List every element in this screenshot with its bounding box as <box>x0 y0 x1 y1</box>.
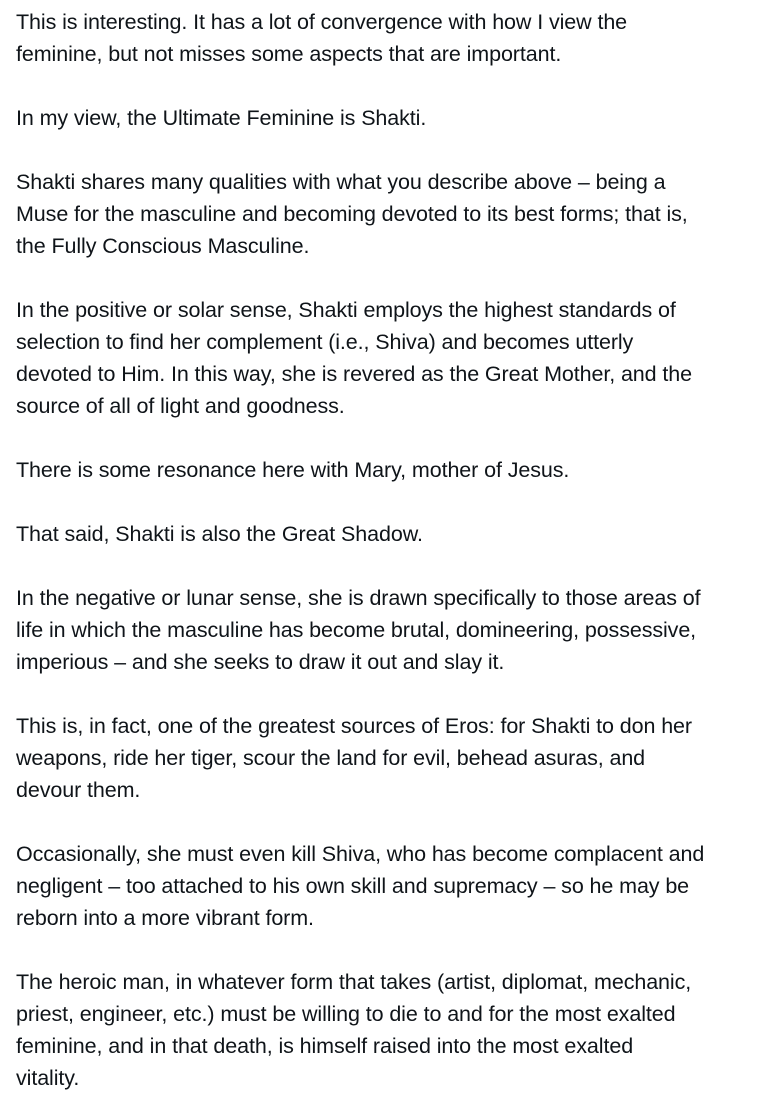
text-line: Shakti shares many qualities with what you describe above – being a <box>16 170 666 194</box>
text-line: source of all of light and goodness. <box>16 394 345 418</box>
text-line: In the positive or solar sense, Shakti employs the highest standards of <box>16 298 676 322</box>
text-line: the Fully Conscious Masculine. <box>16 234 310 258</box>
paragraph-1 <box>16 6 778 70</box>
text-line: weapons, ride her tiger, scour the land for evil, behead asuras, and <box>16 746 646 770</box>
text-line: This is, in fact, one of the greatest sources of Eros: for Shakti to don her <box>16 714 692 738</box>
text-line: The heroic man, in whatever form that takes (artist, diplomat, mechanic, <box>16 970 692 994</box>
text-line: This is interesting. It has a lot of convergence with how I view the <box>16 10 628 34</box>
text-line: There is some resonance here with Mary, mother of Jesus. <box>16 458 570 482</box>
text-line: imperious – and she seeks to draw it out and slay it. <box>16 650 505 674</box>
paragraph-6 <box>16 518 778 550</box>
text-line: Muse for the masculine and becoming devoted to its best forms; that is, <box>16 202 688 226</box>
text-line: In the negative or lunar sense, she is drawn specifically to those areas of <box>16 586 701 610</box>
paragraph-8 <box>16 710 778 806</box>
text-line: Occasionally, she must even kill Shiva, who has become complacent and <box>16 842 705 866</box>
text-line: selection to find her complement (i.e., Shiva) and becomes utterly <box>16 330 634 354</box>
paragraph-4 <box>16 294 778 422</box>
text-line: negligent – too attached to his own skill and supremacy – so he may be <box>16 874 690 898</box>
text-line: devour them. <box>16 778 141 802</box>
text-line: priest, engineer, etc.) must be willing to die to and for the most exalted <box>16 1002 676 1026</box>
text-line: feminine, and in that death, is himself raised into the most exalted <box>16 1034 634 1058</box>
text-line: reborn into a more vibrant form. <box>16 906 314 930</box>
paragraph-7 <box>16 582 778 678</box>
paragraph-3 <box>16 166 778 262</box>
paragraph-10 <box>16 966 778 1094</box>
text-line: In my view, the Ultimate Feminine is Shakti. <box>16 106 427 130</box>
text-line: feminine, but not misses some aspects that are important. <box>16 42 562 66</box>
text-line: life in which the masculine has become brutal, domineering, possessive, <box>16 618 697 642</box>
paragraph-2 <box>16 102 778 134</box>
paragraph-5 <box>16 454 778 486</box>
text-line: vitality. <box>16 1066 80 1090</box>
paragraph-9 <box>16 838 778 934</box>
text-line: devoted to Him. In this way, she is revered as the Great Mother, and the <box>16 362 692 386</box>
text-line: That said, Shakti is also the Great Shadow. <box>16 522 423 546</box>
